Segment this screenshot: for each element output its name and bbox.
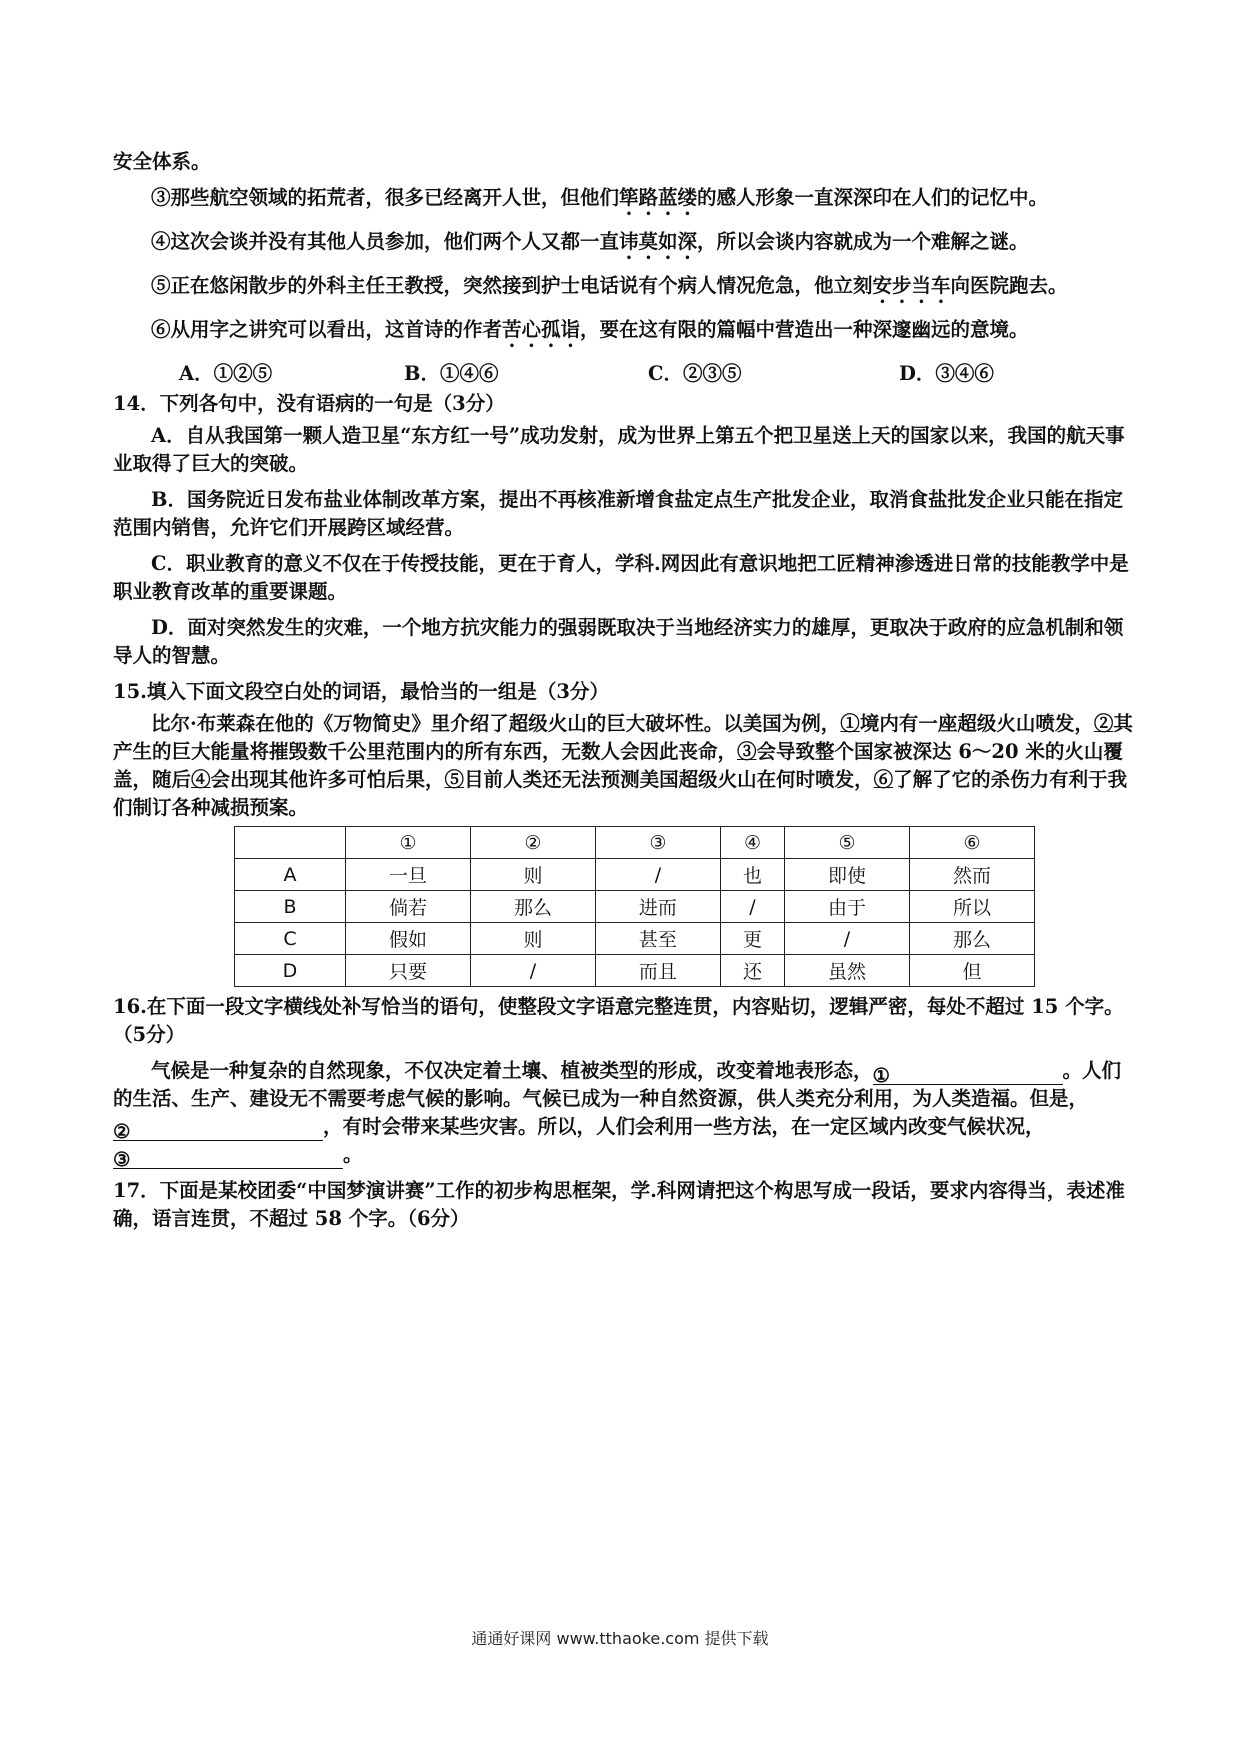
q14-option-a: A．自从我国第一颗人造卫星“东方红一号”成功发射，成为世界上第五个把卫星送上天的国家以来，我国的航天事业取得了巨大的突破。	[113, 424, 1125, 475]
table-cell: B	[235, 891, 346, 923]
q17-title: 17．下面是某校团委“中国梦演讲赛”工作的初步构思框架，学.科网请把这个构思写成一段话，要求内容得当，表述准确，语言连贯，不超过 58 个字。（6分）	[113, 1179, 1125, 1230]
blank-marker-6: ⑥	[873, 768, 894, 791]
q14-option-d: D．面对突然发生的灾难，一个地方抗灾能力的强弱既取决于当地经济实力的雄厚，更取决于政府的应急机制和领导人的智慧。	[113, 616, 1124, 667]
table-cell: 那么	[470, 891, 595, 923]
table-cell: ③	[595, 827, 720, 859]
table-cell: 更	[720, 923, 784, 955]
emphasized-idiom: 苦心孤诣	[502, 318, 581, 341]
q13-sentence-6: ⑥从用字之讲究可以看出，这首诗的作者苦心孤诣，要在这有限的篇幅中营造出一种深邃幽远的意境。	[151, 318, 1029, 341]
table-cell: 则	[470, 859, 595, 891]
q14-option-c: C．职业教育的意义不仅在于传授技能，更在于育人，学科.网因此有意识地把工匠精神渗透进日常的技能教学中是职业教育改革的重要课题。	[113, 552, 1129, 603]
table-cell: ⑤	[785, 827, 910, 859]
exam-page	[113, 148, 1135, 1241]
table-cell: A	[235, 859, 346, 891]
table-cell: 即使	[785, 859, 910, 891]
table-cell: 则	[470, 923, 595, 955]
q13-sentence-3: ③那些航空领域的拓荒者，很多已经离开人世，但他们筚路蓝缕的感人形象一直深深印在人们的记忆中。	[151, 186, 1049, 209]
table-cell: 但	[909, 955, 1034, 987]
blank-marker-4: ④	[191, 768, 211, 791]
q15-title: 15.填入下面文段空白处的词语，最恰当的一组是（3分）	[113, 680, 609, 703]
table-cell: /	[470, 955, 595, 987]
table-row	[235, 859, 1035, 891]
table-cell: 倘若	[346, 891, 471, 923]
table-cell: ④	[720, 827, 784, 859]
blank-marker-3: ③	[737, 740, 757, 763]
table-cell: 由于	[785, 891, 910, 923]
table-cell: /	[595, 859, 720, 891]
page-footer: 通通好课网 www.tthaoke.com 提供下载	[471, 1629, 769, 1648]
table-cell: 也	[720, 859, 784, 891]
table-cell: 进而	[595, 891, 720, 923]
table-cell: 然而	[909, 859, 1034, 891]
q13-sentence-5: ⑤正在悠闲散步的外科主任王教授，突然接到护士电话说有个病人情况危急，他立刻安步当车向医院跑去。	[151, 274, 1068, 297]
table-cell: 所以	[909, 891, 1034, 923]
table-row	[235, 923, 1035, 955]
blank-marker-5: ⑤	[444, 768, 465, 791]
q13-option-c: C．②③⑤	[648, 362, 742, 385]
q13-option-d: D．③④⑥	[899, 362, 994, 385]
answer-blank-3[interactable]: ③	[113, 1146, 343, 1169]
intro-line: 安全体系。	[113, 150, 211, 173]
emphasized-idiom: 讳莫如深	[619, 230, 698, 253]
table-cell: ⑥	[909, 827, 1034, 859]
table-cell: 假如	[346, 923, 471, 955]
table-cell: 只要	[346, 955, 471, 987]
q13-option-a: A．①②⑤	[179, 362, 273, 385]
table-cell: ②	[470, 827, 595, 859]
table-cell: 一旦	[346, 859, 471, 891]
blank-marker-2: ②	[1093, 712, 1114, 735]
q15-options-table	[234, 826, 1035, 987]
table-row	[235, 891, 1035, 923]
blank-marker-1: ①	[840, 712, 860, 735]
table-cell: C	[235, 923, 346, 955]
answer-blank-2[interactable]: ②	[113, 1118, 323, 1141]
q14-option-b: B．国务院近日发布盐业体制改革方案，提出不再核准新增食盐定点生产批发企业，取消食盐批发企业只能在指定范围内销售，允许它们开展跨区域经营。	[113, 488, 1123, 539]
q16-passage: 气候是一种复杂的自然现象，不仅决定着土壤、植被类型的形成，改变着地表形态，① 。人们的生活、生产、建设无不需要考虑气候的影响。气候已成为一种自然资源，供人类充分利用，为人类造福。但是，② ，有时会带来某些灾害。所以，人们会利用一些方法，在一定区域内改变气候状况，③ 。	[113, 1059, 1122, 1171]
table-cell: 还	[720, 955, 784, 987]
table-row	[235, 955, 1035, 987]
q15-passage: 比尔·布莱森在他的《万物简史》里介绍了超级火山的巨大破坏性。以美国为例，①境内有一座超级火山喷发，②其产生的巨大能量将摧毁数千公里范围内的所有东西，无数人会因此丧命，③会导致整个国家被深达 6～20 米的火山覆盖，随后④会出现其他许多可怕后果，⑤目前人类还无法预测美国超级火山在何时喷发，⑥了解了它的杀伤力有利于我们制订各种减损预案。	[113, 712, 1133, 819]
q13-options	[113, 360, 1135, 388]
table-cell: 甚至	[595, 923, 720, 955]
q13-option-b: B．①④⑥	[404, 362, 499, 385]
q13-sentence-4: ④这次会谈并没有其他人员参加，他们两个人又都一直讳莫如深，所以会谈内容就成为一个难解之谜。	[151, 230, 1029, 253]
table-cell: /	[785, 923, 910, 955]
q16-title: 16.在下面一段文字横线处补写恰当的语句，使整段文字语意完整连贯，内容贴切，逻辑严密，每处不超过 15 个字。（5分）	[113, 995, 1124, 1046]
emphasized-idiom: 筚路蓝缕	[619, 186, 698, 209]
q14-title: 14．下列各句中，没有语病的一句是（3分）	[113, 392, 505, 415]
table-cell: 而且	[595, 955, 720, 987]
table-cell: /	[720, 891, 784, 923]
table-header-row	[235, 827, 1035, 859]
table-cell: D	[235, 955, 346, 987]
table-cell: ①	[346, 827, 471, 859]
answer-blank-1[interactable]: ①	[873, 1062, 1063, 1085]
table-cell: 那么	[909, 923, 1034, 955]
emphasized-idiom: 安步当车	[872, 274, 951, 297]
table-cell: 虽然	[785, 955, 910, 987]
table-cell	[235, 827, 346, 859]
